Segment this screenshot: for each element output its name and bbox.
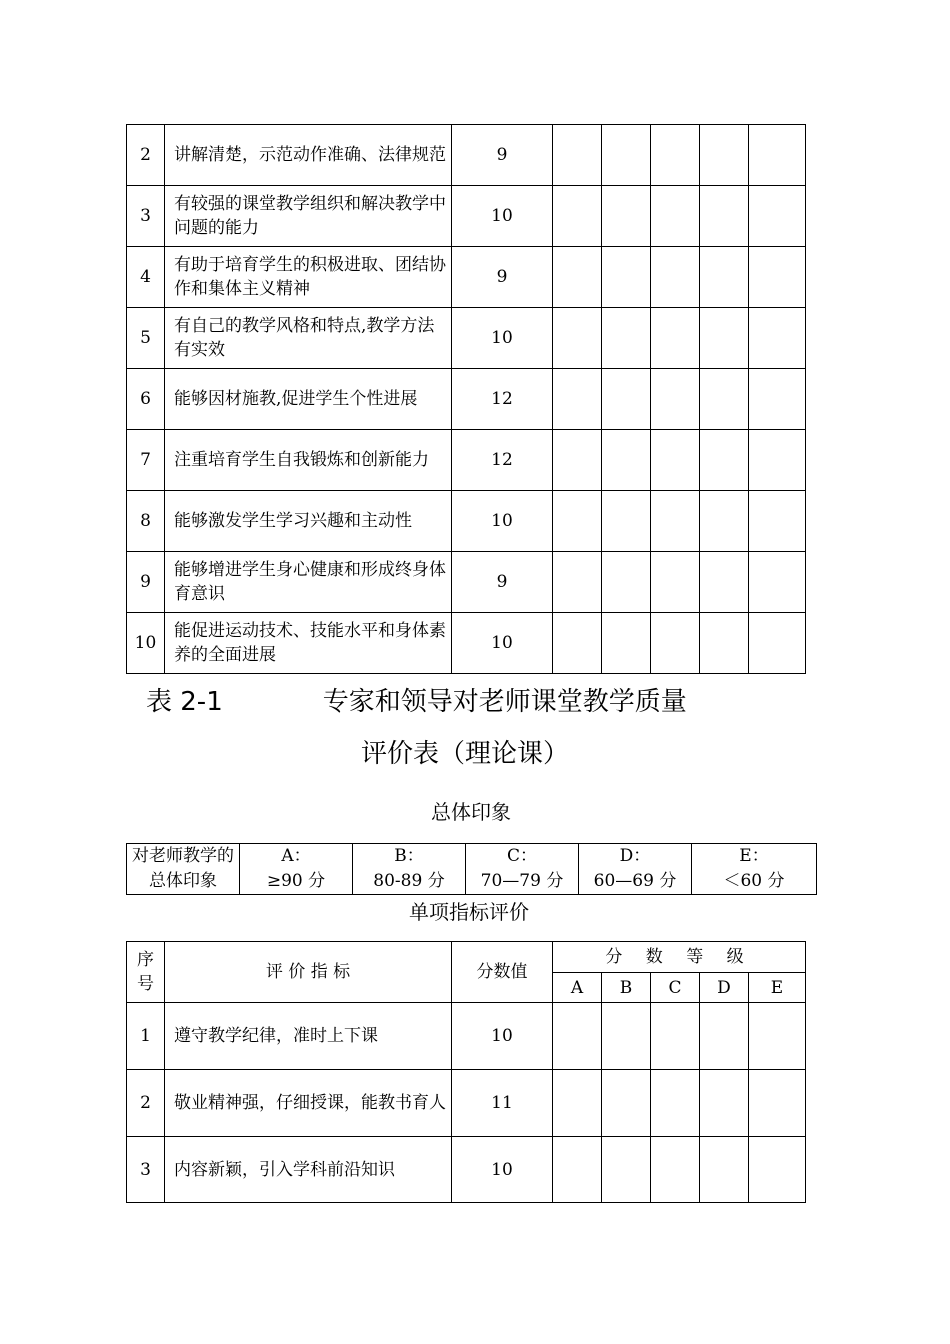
grade-cell-b[interactable] [602, 491, 651, 552]
grade-cell-c[interactable] [651, 430, 700, 491]
table-row [127, 491, 806, 552]
grade-cell-b[interactable] [602, 186, 651, 247]
row-number: 2 [127, 1070, 165, 1137]
grade-cell-d[interactable] [700, 1137, 749, 1203]
row-number: 6 [127, 369, 165, 430]
grade-a-range: ≥90 分 [266, 871, 326, 891]
grade-cell-d[interactable] [700, 369, 749, 430]
table-row [127, 308, 806, 369]
overall-impression-table [126, 843, 817, 895]
row-score: 11 [452, 1070, 553, 1137]
row-indicator: 注重培育学生自我锻炼和创新能力 [165, 430, 452, 491]
grade-cell-d[interactable] [700, 491, 749, 552]
row-score: 12 [452, 430, 553, 491]
header-no: 序号 [127, 942, 165, 1003]
row-score: 10 [452, 308, 553, 369]
row-number: 2 [127, 125, 165, 186]
row-number: 7 [127, 430, 165, 491]
row-score: 9 [452, 247, 553, 308]
grade-cell-a[interactable] [553, 430, 602, 491]
grade-cell-e[interactable] [749, 369, 806, 430]
grade-cell-a[interactable] [553, 308, 602, 369]
grade-cell-a[interactable] [553, 552, 602, 613]
single-indicator-table [126, 941, 806, 1203]
grade-cell-d[interactable] [700, 125, 749, 186]
table-title-line1: 专家和领导对老师课堂教学质量 [322, 687, 687, 717]
grade-cell-e[interactable] [749, 1003, 806, 1070]
row-score: 10 [452, 1003, 553, 1070]
header-score: 分数值 [452, 942, 553, 1003]
grade-cell-d[interactable] [700, 430, 749, 491]
grade-cell-c[interactable] [651, 247, 700, 308]
row-indicator: 能够因材施教,促进学生个性进展 [165, 369, 452, 430]
grade-cell-b[interactable] [602, 247, 651, 308]
table-row [127, 552, 806, 613]
row-score: 10 [452, 1137, 553, 1203]
grade-cell-c[interactable] [651, 369, 700, 430]
header-grade-group: 分 数 等 级 [553, 942, 806, 973]
grade-cell-e[interactable] [749, 308, 806, 369]
grade-cell-b[interactable] [602, 1003, 651, 1070]
grade-cell-e[interactable] [749, 1070, 806, 1137]
grade-b-letter: B： [394, 846, 424, 866]
grade-cell-c[interactable] [651, 186, 700, 247]
grade-cell-e[interactable] [749, 613, 806, 674]
grade-cell-c[interactable] [651, 125, 700, 186]
row-score: 9 [452, 125, 553, 186]
grade-cell-a[interactable] [553, 1070, 602, 1137]
row-score: 12 [452, 369, 553, 430]
row-score: 10 [452, 186, 553, 247]
row-indicator: 能促进运动技术、技能水平和身体素养的全面进展 [165, 613, 452, 674]
header-indicator: 评 价 指 标 [165, 942, 452, 1003]
row-indicator: 能够激发学生学习兴趣和主动性 [165, 491, 452, 552]
table-row [127, 1137, 806, 1203]
table-number: 表 2-1 [146, 687, 223, 717]
grade-cell-a[interactable] [553, 369, 602, 430]
grade-cell-e[interactable] [749, 552, 806, 613]
grade-cell-b[interactable] [602, 552, 651, 613]
grade-d-range: 60—69 分 [593, 871, 677, 891]
row-indicator: 有较强的课堂教学组织和解决教学中问题的能力 [165, 186, 452, 247]
table-heading [146, 681, 687, 718]
header-grade-e: E [749, 973, 806, 1003]
header-grade-b: B [602, 973, 651, 1003]
grade-cell-e[interactable] [749, 125, 806, 186]
row-score: 10 [452, 613, 553, 674]
grade-cell-b[interactable] [602, 1137, 651, 1203]
grade-cell-c[interactable] [651, 613, 700, 674]
overall-row-label: 对老师教学的总体印象 [127, 844, 240, 895]
grade-cell-d[interactable] [700, 186, 749, 247]
table-title-line2: 评价表（理论课） [361, 739, 570, 769]
header-grade-c: C [651, 973, 700, 1003]
overall-impression-title: 总体印象 [431, 800, 511, 824]
grade-b-cell [353, 844, 466, 895]
grade-cell-a[interactable] [553, 1137, 602, 1203]
row-indicator: 遵守教学纪律，准时上下课 [165, 1003, 452, 1070]
grade-cell-a[interactable] [553, 1003, 602, 1070]
grade-cell-d[interactable] [700, 552, 749, 613]
grade-cell-c[interactable] [651, 1003, 700, 1070]
grade-c-letter: C： [506, 846, 537, 866]
table-row [127, 369, 806, 430]
row-indicator: 讲解清楚，示范动作准确、法律规范 [165, 125, 452, 186]
grade-e-cell [692, 844, 817, 895]
grade-c-range: 70—79 分 [480, 871, 564, 891]
single-indicator-title: 单项指标评价 [409, 900, 529, 924]
grade-cell-c[interactable] [651, 552, 700, 613]
grade-cell-e[interactable] [749, 186, 806, 247]
grade-cell-c[interactable] [651, 308, 700, 369]
grade-cell-a[interactable] [553, 247, 602, 308]
grade-b-range: 80-89 分 [373, 871, 445, 891]
table-row [127, 613, 806, 674]
grade-cell-e[interactable] [749, 491, 806, 552]
grade-cell-c[interactable] [651, 1137, 700, 1203]
table-row [127, 125, 806, 186]
grade-a-cell [240, 844, 353, 895]
grade-c-cell [466, 844, 579, 895]
row-number: 8 [127, 491, 165, 552]
row-number: 5 [127, 308, 165, 369]
grade-cell-a[interactable] [553, 186, 602, 247]
grade-d-cell [579, 844, 692, 895]
grade-cell-a[interactable] [553, 491, 602, 552]
header-grade-a: A [553, 973, 602, 1003]
row-indicator: 能够增进学生身心健康和形成终身体育意识 [165, 552, 452, 613]
grade-cell-c[interactable] [651, 491, 700, 552]
row-number: 10 [127, 613, 165, 674]
grade-cell-e[interactable] [749, 430, 806, 491]
row-indicator: 有助于培育学生的积极进取、团结协作和集体主义精神 [165, 247, 452, 308]
table-row [127, 1003, 806, 1070]
row-number: 4 [127, 247, 165, 308]
row-number: 9 [127, 552, 165, 613]
row-number: 3 [127, 1137, 165, 1203]
grade-cell-e[interactable] [749, 1137, 806, 1203]
grade-a-letter: A： [281, 846, 311, 866]
grade-cell-c[interactable] [651, 1070, 700, 1137]
evaluation-table-continued [126, 124, 806, 674]
row-score: 10 [452, 491, 553, 552]
grade-cell-e[interactable] [749, 247, 806, 308]
row-indicator: 有自己的教学风格和特点,教学方法有实效 [165, 308, 452, 369]
grade-cell-d[interactable] [700, 308, 749, 369]
grade-cell-d[interactable] [700, 1003, 749, 1070]
grade-cell-d[interactable] [700, 613, 749, 674]
table-row [127, 430, 806, 491]
grade-cell-d[interactable] [700, 247, 749, 308]
table-row [127, 186, 806, 247]
table-row [127, 1070, 806, 1137]
grade-cell-b[interactable] [602, 308, 651, 369]
grade-e-letter: E： [739, 846, 769, 866]
grade-d-letter: D： [619, 846, 651, 866]
row-indicator: 内容新颖，引入学科前沿知识 [165, 1137, 452, 1203]
grade-cell-a[interactable] [553, 125, 602, 186]
grade-cell-b[interactable] [602, 1070, 651, 1137]
grade-e-range: ＜60 分 [723, 871, 785, 891]
grade-cell-b[interactable] [602, 125, 651, 186]
grade-cell-b[interactable] [602, 430, 651, 491]
row-number: 3 [127, 186, 165, 247]
table-row [127, 247, 806, 308]
row-indicator: 敬业精神强，仔细授课，能教书育人 [165, 1070, 452, 1137]
grade-cell-d[interactable] [700, 1070, 749, 1137]
grade-cell-b[interactable] [602, 613, 651, 674]
grade-cell-a[interactable] [553, 613, 602, 674]
row-number: 1 [127, 1003, 165, 1070]
grade-cell-b[interactable] [602, 369, 651, 430]
row-score: 9 [452, 552, 553, 613]
header-grade-d: D [700, 973, 749, 1003]
